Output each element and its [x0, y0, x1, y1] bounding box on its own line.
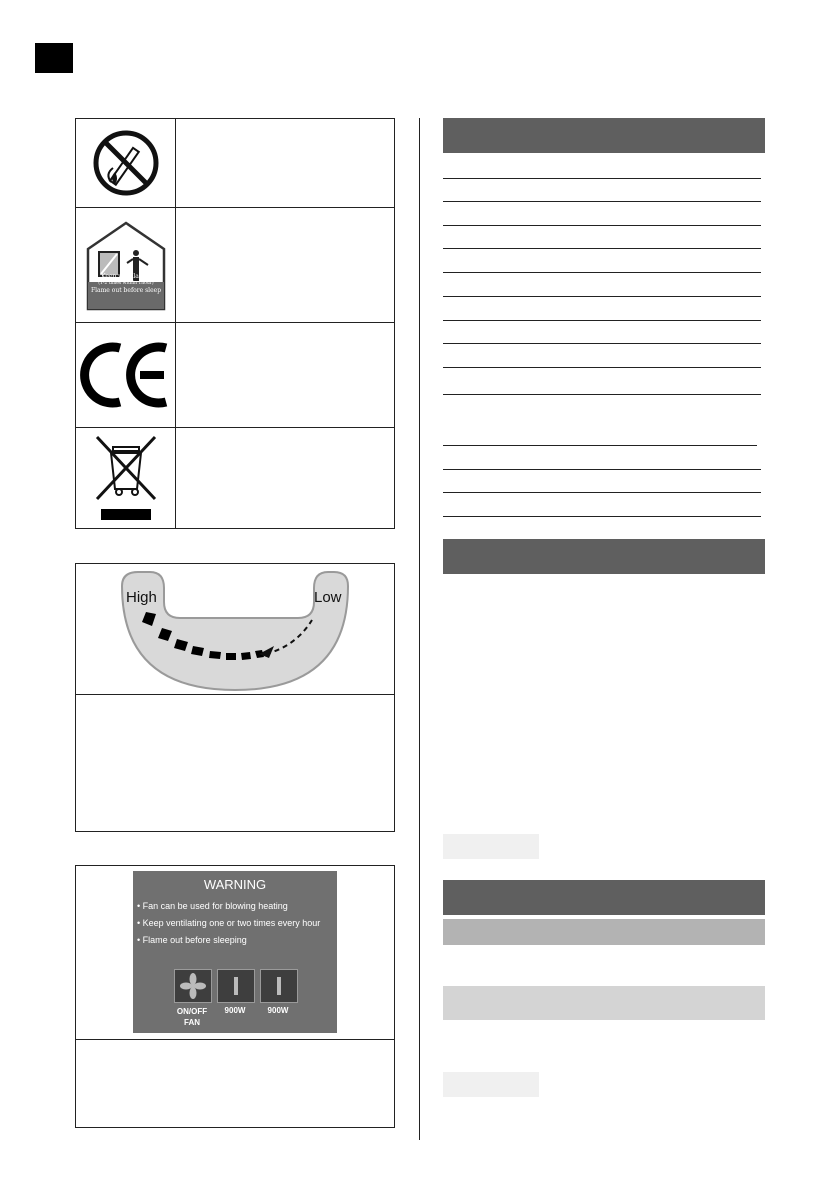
- table-row-divider: [443, 248, 761, 249]
- warning-bullet: • Keep ventilating one or two times every hour: [137, 918, 321, 928]
- weee-crossed-bin-icon: [76, 427, 176, 528]
- table-row-divider: [443, 394, 761, 395]
- fan-switch: [174, 969, 212, 1003]
- table-row-divider: [443, 225, 761, 226]
- table-row-divider: [443, 296, 761, 297]
- power-switch-1-label: 900W: [224, 1006, 246, 1015]
- table-row-divider: [443, 516, 761, 517]
- symbol-row-weee: [76, 427, 394, 528]
- fan-switch-label: ON/OFF FAN: [176, 1007, 208, 1027]
- table-row-divider: [443, 469, 761, 470]
- ce-mark-icon: [76, 322, 176, 427]
- vent-label-line2: (1-2 times within 1hour): [98, 281, 154, 286]
- ventilation-house-icon: [76, 207, 176, 322]
- table-row-divider: [443, 201, 761, 202]
- section-header-2: [443, 539, 765, 574]
- fan-icon: [175, 970, 211, 1002]
- note-tag: [443, 834, 539, 859]
- power-switch-2: [260, 969, 298, 1003]
- warning-bullet: • Fan can be used for blowing heating: [137, 901, 288, 911]
- symbol-row-no-flame: [76, 119, 394, 208]
- table-row-divider: [443, 492, 761, 493]
- section-header-technical-data: [443, 118, 765, 153]
- power-switch-2-label: 900W: [267, 1006, 289, 1015]
- symbol-row-ce: [76, 322, 394, 428]
- warning-bullet: • Flame out before sleeping: [137, 935, 247, 945]
- heat-dial-box: [75, 563, 395, 832]
- vent-label-line3: Flame out before sleep: [90, 287, 162, 294]
- symbol-description: [176, 207, 394, 322]
- table-row-divider: [443, 445, 757, 446]
- no-open-flame-icon: [76, 119, 176, 207]
- warning-panel: [133, 871, 337, 1033]
- section-header-3: [443, 880, 765, 915]
- symbol-description: [176, 119, 394, 207]
- symbol-row-ventilation: [76, 207, 394, 323]
- dial-label-low: Low: [314, 589, 342, 606]
- note-tag: [443, 1072, 539, 1097]
- power-switch-1: [217, 969, 255, 1003]
- symbol-description: [176, 427, 394, 528]
- table-row-divider: [443, 343, 761, 344]
- subsection-header: [443, 986, 765, 1020]
- switch-bar-icon: [277, 977, 281, 995]
- table-row-divider: [443, 272, 761, 273]
- symbol-description: [176, 322, 394, 427]
- language-tab: [35, 43, 73, 73]
- warning-title: WARNING: [203, 877, 267, 892]
- heat-dial-illustration: [76, 564, 394, 695]
- subsection-header: [443, 919, 765, 945]
- column-divider: [419, 118, 420, 1140]
- table-row-divider: [443, 320, 761, 321]
- dial-label-high: High: [126, 589, 157, 606]
- table-row-divider: [443, 178, 761, 179]
- control-panel-box: [75, 865, 395, 1128]
- safety-symbols-table: [75, 118, 395, 529]
- table-row-divider: [443, 367, 761, 368]
- vent-label-line1: Keep ventilating: [101, 273, 151, 280]
- switch-bar-icon: [234, 977, 238, 995]
- control-panel-illustration: [76, 866, 394, 1040]
